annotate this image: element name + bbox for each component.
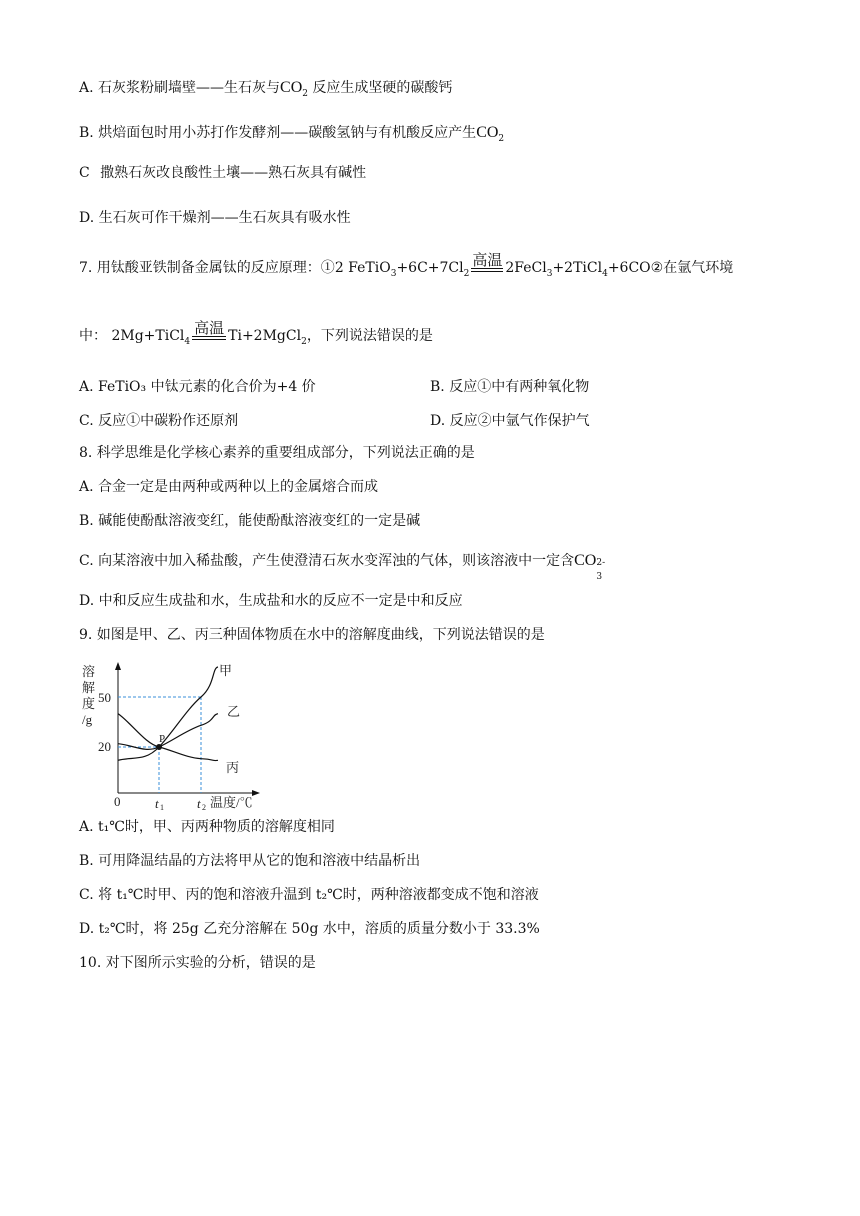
q6-option-c-letter: C [79,165,90,181]
q6-option-a-tail: 反应生成坚硬的碳酸钙 [307,80,453,96]
series-label-yi: 乙 [227,704,241,719]
subscript: 2 [498,133,505,144]
xlabel: 温度/℃ [210,795,253,810]
subscript: 3 [546,268,553,279]
xtick-sub: 2 [202,803,206,810]
superscript: 2- [596,558,606,568]
q9-option-b: B. 可用降温结晶的方法将甲从它的饱和溶液中结晶析出 [79,853,421,869]
q10-stem: 10. 对下图所示实验的分析，错误的是 [79,955,316,971]
q6-option-b-text: B. 烘焙面包时用小苏打作发酵剂——碳酸氢钠与有机酸反应产生 [79,125,477,141]
q6-option-d: D. 生石灰可作干燥剂——生石灰具有吸水性 [79,210,351,226]
subscript: 2 [302,88,308,99]
formula: 2FeCl [505,260,547,276]
formula: Ti+2MgCl [228,328,302,344]
carbonate-ion: CO [574,552,597,569]
origin-label: 0 [114,794,121,809]
q7-prefix: 中： [79,328,107,344]
series-label-bing: 丙 [226,760,240,775]
q6-option-b [79,123,504,149]
ylabel-4: /g [82,712,93,727]
reaction1-left [334,260,470,279]
condition-label: 高温 [472,251,503,269]
q9-option-a: A. t₁℃时，甲、丙两种物质的溶解度相同 [79,819,335,835]
q7-option-c: C. 反应①中碳粉作还原剂 [79,413,239,429]
curve-yi [118,714,218,750]
q9-stem: 9. 如图是甲、乙、丙三种固体物质在水中的溶解度曲线，下列说法错误的是 [79,627,545,643]
subscript: 2 [301,336,307,347]
q6-option-c [79,163,366,183]
formula: +6C+7Cl [396,260,464,276]
ytick-20: 20 [98,739,111,754]
q7-stem [79,251,734,284]
q8-option-c-text: C. 向某溶液中加入稀盐酸，产生使澄清石灰水变浑浊的气体，则该溶液中一定含 [79,553,575,569]
q8-option-a: A. 合金一定是由两种或两种以上的金属熔合而成 [79,479,379,495]
q7-stem-line2 [79,319,433,352]
ytick-50: 50 [98,690,111,705]
reaction1-right [505,260,651,279]
xtick-sub: 1 [160,803,164,810]
co2-formula: CO [280,79,303,96]
q7-stem-tail: ②在氩气环境 [650,260,734,276]
solubility-chart [76,660,276,810]
condition-label: 高温 [194,319,225,337]
y-axis-arrow-icon [115,662,121,670]
point-p-label: P [159,733,166,745]
q8-stem: 8. 科学思维是化学核心素养的重要组成部分，下列说法正确的是 [79,445,475,461]
subscript: 4 [184,336,191,347]
series-label-jia: 甲 [219,663,233,678]
q8-option-b: B. 碱能使酚酞溶液变红，能使酚酞溶液变红的一定是碱 [79,513,421,529]
q6-option-a-text: A. 石灰浆粉刷墙壁——生石灰与 [79,80,281,96]
formula: 2Mg+TiCl [111,328,185,344]
q7-suffix: ，下列说法错误的是 [306,328,433,344]
q7-stem-text: 7. 用钛酸亚铁制备金属钛的反应原理：① [79,260,335,276]
subscript: 2 [463,268,470,279]
q8-option-d: D. 中和反应生成盐和水，生成盐和水的反应不一定是中和反应 [79,593,463,609]
q9-option-c: C. 将 t₁℃时甲、丙的饱和溶液升温到 t₂℃时，两种溶液都变成不饱和溶液 [79,887,539,903]
q8-option-c [79,551,606,582]
q7-option-a: A. FeTiO₃ 中钛元素的化合价为+4 价 [79,379,316,395]
xtick-t: t [197,796,201,810]
formula: +6CO [607,260,651,276]
formula: +2TiCl [552,260,603,276]
q9-option-d: D. t₂℃时，将 25g 乙充分溶解在 50g 水中，溶质的质量分数小于 33.3% [79,921,540,937]
x-axis-arrow-icon [252,790,260,796]
formula: 2 FeTiO [334,260,391,276]
ylabel-1: 溶 [82,664,96,679]
q6-option-a [79,78,452,104]
co2-formula: CO [476,124,499,141]
xtick-t: t [155,796,159,810]
q7-option-b: B. 反应①中有两种氧化物 [430,379,590,395]
subscript: 3 [596,572,603,582]
ylabel-3: 度 [82,696,96,711]
ylabel-2: 解 [82,680,96,695]
q6-option-c-text: 撒熟石灰改良酸性土壤——熟石灰具有碱性 [100,165,367,181]
q7-option-d: D. 反应②中氩气作保护气 [430,413,590,429]
subscript: 4 [602,268,608,279]
subscript: 3 [390,268,397,279]
